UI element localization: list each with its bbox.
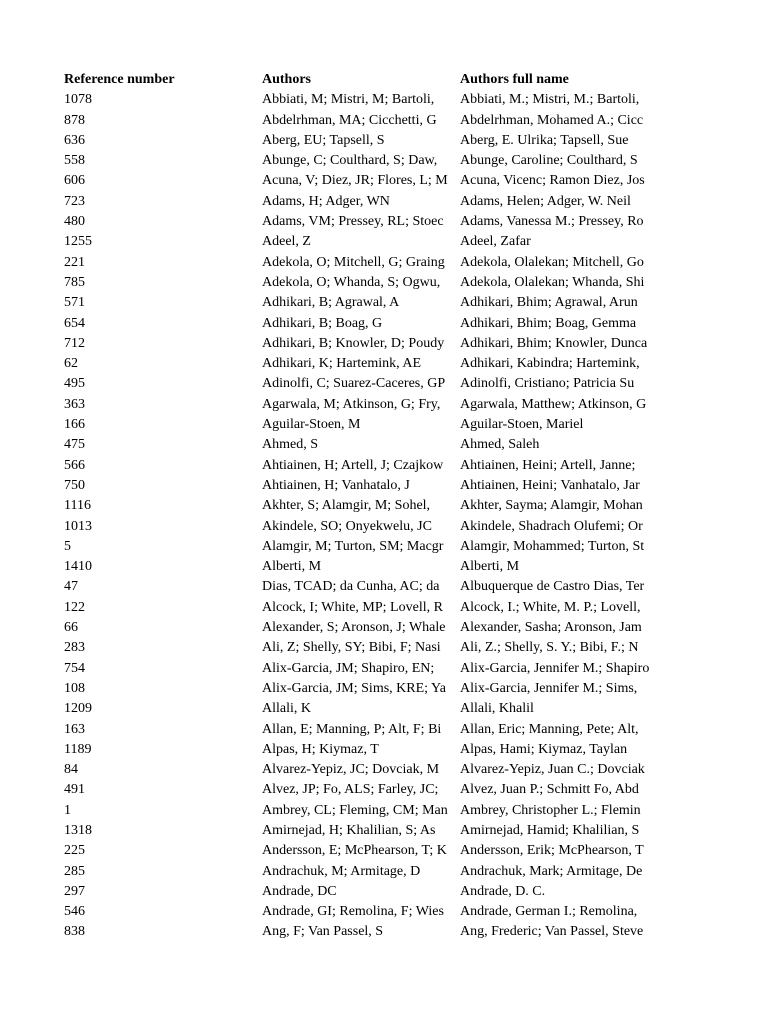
table-row xyxy=(64,902,658,922)
cell-authors-full-name: Alix-Garcia, Jennifer M.; Shapiro xyxy=(460,660,650,676)
cell-authors: Adhikari, K; Hartemink, AE xyxy=(262,356,422,372)
cell-reference-number: 785 xyxy=(64,274,85,290)
cell-authors: Akindele, SO; Onyekwelu, JC xyxy=(262,518,432,534)
cell-reference-number: 878 xyxy=(64,112,85,128)
table-row xyxy=(64,232,658,252)
cell-authors-full-name: Alvez, Juan P.; Schmitt Fo, Abd xyxy=(460,782,639,798)
table-row xyxy=(64,456,658,476)
cell-authors-full-name: Abdelrhman, Mohamed A.; Cicc xyxy=(460,112,644,128)
table-row xyxy=(64,638,658,658)
cell-reference-number: 166 xyxy=(64,417,85,433)
cell-authors-full-name: Ahmed, Saleh xyxy=(460,437,540,453)
table-row xyxy=(64,760,658,780)
cell-reference-number: 122 xyxy=(64,599,85,615)
cell-authors-full-name: Adeel, Zafar xyxy=(460,234,531,250)
cell-reference-number: 1078 xyxy=(64,92,92,108)
cell-reference-number: 723 xyxy=(64,193,85,209)
table-row xyxy=(64,192,658,212)
header-authors: Authors xyxy=(262,72,312,87)
cell-reference-number: 1318 xyxy=(64,822,92,838)
cell-authors-full-name: Ali, Z.; Shelly, S. Y.; Bibi, F.; N xyxy=(460,640,639,656)
cell-authors: Adams, H; Adger, WN xyxy=(262,193,390,209)
table-row xyxy=(64,354,658,374)
table-row xyxy=(64,679,658,699)
table-row xyxy=(64,293,658,313)
table-row xyxy=(64,577,658,597)
table-body xyxy=(64,90,658,942)
table-row xyxy=(64,801,658,821)
cell-reference-number: 225 xyxy=(64,843,85,859)
cell-authors-full-name: Ahtiainen, Heini; Artell, Janne; xyxy=(460,457,636,473)
cell-authors-full-name: Akindele, Shadrach Olufemi; Or xyxy=(460,518,643,534)
cell-authors-full-name: Abunge, Caroline; Coulthard, S xyxy=(460,153,638,169)
cell-authors-full-name: Acuna, Vicenc; Ramon Diez, Jos xyxy=(460,173,645,189)
cell-authors: Adhikari, B; Boag, G xyxy=(262,315,383,331)
cell-authors-full-name: Adhikari, Bhim; Agrawal, Arun xyxy=(460,295,638,311)
cell-authors: Alix-Garcia, JM; Shapiro, EN; xyxy=(262,660,435,676)
cell-reference-number: 1013 xyxy=(64,518,92,534)
header-row xyxy=(64,70,658,90)
cell-authors-full-name: Andrade, D. C. xyxy=(460,883,546,899)
cell-authors-full-name: Adams, Vanessa M.; Pressey, Ro xyxy=(460,214,644,230)
cell-reference-number: 571 xyxy=(64,295,85,311)
cell-authors: Aguilar-Stoen, M xyxy=(262,417,361,433)
cell-authors: Andersson, E; McPhearson, T; K xyxy=(262,843,447,859)
cell-reference-number: 480 xyxy=(64,214,85,230)
cell-reference-number: 636 xyxy=(64,132,85,148)
cell-reference-number: 1116 xyxy=(64,498,91,514)
cell-reference-number: 546 xyxy=(64,904,85,920)
cell-authors-full-name: Alexander, Sasha; Aronson, Jam xyxy=(460,620,642,636)
cell-authors-full-name: Alamgir, Mohammed; Turton, St xyxy=(460,538,645,554)
cell-authors: Akhter, S; Alamgir, M; Sohel, xyxy=(262,498,431,514)
header-reference-number: Reference number xyxy=(64,72,175,87)
cell-reference-number: 84 xyxy=(64,762,78,778)
cell-authors-full-name: Adekola, Olalekan; Whanda, Shi xyxy=(460,274,645,290)
cell-authors-full-name: Abbiati, M.; Mistri, M.; Bartoli, xyxy=(460,92,640,108)
cell-reference-number: 1209 xyxy=(64,701,92,717)
table-row xyxy=(64,517,658,537)
cell-authors: Alix-Garcia, JM; Sims, KRE; Ya xyxy=(262,680,446,696)
cell-authors: Abunge, C; Coulthard, S; Daw, xyxy=(262,153,438,169)
header-authors-full-name: Authors full name xyxy=(460,72,569,87)
table-row xyxy=(64,821,658,841)
table-row xyxy=(64,659,658,679)
cell-authors-full-name: Andrade, German I.; Remolina, xyxy=(460,904,638,920)
cell-authors: Ahmed, S xyxy=(262,437,318,453)
cell-reference-number: 712 xyxy=(64,335,85,351)
cell-authors: Ang, F; Van Passel, S xyxy=(262,924,384,940)
table-row xyxy=(64,882,658,902)
cell-reference-number: 654 xyxy=(64,315,85,331)
cell-authors: Ambrey, CL; Fleming, CM; Man xyxy=(262,802,448,818)
cell-authors-full-name: Agarwala, Matthew; Atkinson, G xyxy=(460,396,647,412)
table-row xyxy=(64,253,658,273)
cell-reference-number: 5 xyxy=(64,538,71,554)
cell-authors: Agarwala, M; Atkinson, G; Fry, xyxy=(262,396,441,412)
cell-authors: Alpas, H; Kiymaz, T xyxy=(262,741,379,757)
cell-authors-full-name: Adhikari, Bhim; Boag, Gemma xyxy=(460,315,637,331)
table-row xyxy=(64,740,658,760)
cell-reference-number: 363 xyxy=(64,396,85,412)
cell-reference-number: 62 xyxy=(64,356,78,372)
table-row xyxy=(64,151,658,171)
table-row xyxy=(64,862,658,882)
table-row xyxy=(64,131,658,151)
cell-authors: Adams, VM; Pressey, RL; Stoec xyxy=(262,214,444,230)
cell-authors: Andrade, DC xyxy=(262,883,337,899)
table-row xyxy=(64,496,658,516)
cell-authors: Adhikari, B; Knowler, D; Poudy xyxy=(262,335,445,351)
cell-authors-full-name: Ahtiainen, Heini; Vanhatalo, Jar xyxy=(460,477,640,493)
cell-authors-full-name: Akhter, Sayma; Alamgir, Mohan xyxy=(460,498,643,514)
cell-authors: Adekola, O; Whanda, S; Ogwu, xyxy=(262,274,441,290)
cell-authors-full-name: Alpas, Hami; Kiymaz, Taylan xyxy=(460,741,628,757)
cell-authors: Dias, TCAD; da Cunha, AC; da xyxy=(262,579,440,595)
cell-reference-number: 754 xyxy=(64,660,85,676)
table-row xyxy=(64,374,658,394)
cell-authors-full-name: Andrachuk, Mark; Armitage, De xyxy=(460,863,643,879)
cell-authors: Ahtiainen, H; Vanhatalo, J xyxy=(262,477,410,493)
cell-authors: Allali, K xyxy=(262,701,311,717)
cell-authors: Alvarez-Yepiz, JC; Dovciak, M xyxy=(262,762,440,778)
cell-authors: Alvez, JP; Fo, ALS; Farley, JC; xyxy=(262,782,439,798)
table-row xyxy=(64,699,658,719)
table-row xyxy=(64,598,658,618)
cell-reference-number: 566 xyxy=(64,457,85,473)
cell-reference-number: 1255 xyxy=(64,234,92,250)
cell-authors-full-name: Adhikari, Kabindra; Hartemink, xyxy=(460,356,640,372)
cell-reference-number: 475 xyxy=(64,437,85,453)
table-row xyxy=(64,557,658,577)
cell-authors: Abbiati, M; Mistri, M; Bartoli, xyxy=(262,92,435,108)
cell-authors: Allan, E; Manning, P; Alt, F; Bi xyxy=(262,721,442,737)
cell-authors: Ahtiainen, H; Artell, J; Czajkow xyxy=(262,457,444,473)
cell-authors: Acuna, V; Diez, JR; Flores, L; M xyxy=(262,173,448,189)
cell-reference-number: 838 xyxy=(64,924,85,940)
cell-authors-full-name: Allan, Eric; Manning, Pete; Alt, xyxy=(460,721,639,737)
table-row xyxy=(64,780,658,800)
table-row xyxy=(64,841,658,861)
cell-authors: Ali, Z; Shelly, SY; Bibi, F; Nasi xyxy=(262,640,441,656)
cell-authors: Andrade, GI; Remolina, F; Wies xyxy=(262,904,444,920)
cell-authors-full-name: Ambrey, Christopher L.; Flemin xyxy=(460,802,641,818)
cell-reference-number: 163 xyxy=(64,721,85,737)
cell-reference-number: 495 xyxy=(64,376,85,392)
cell-authors-full-name: Allali, Khalil xyxy=(460,701,534,717)
cell-authors-full-name: Ang, Frederic; Van Passel, Steve xyxy=(460,924,644,940)
cell-authors: Adekola, O; Mitchell, G; Graing xyxy=(262,254,445,270)
table-row xyxy=(64,922,658,942)
cell-reference-number: 221 xyxy=(64,254,85,270)
cell-authors: Aberg, EU; Tapsell, S xyxy=(262,132,385,148)
cell-authors: Alexander, S; Aronson, J; Whale xyxy=(262,620,446,636)
cell-reference-number: 1410 xyxy=(64,559,92,575)
cell-authors: Amirnejad, H; Khalilian, S; As xyxy=(262,822,436,838)
cell-authors: Abdelrhman, MA; Cicchetti, G xyxy=(262,112,437,128)
cell-reference-number: 606 xyxy=(64,173,85,189)
cell-authors-full-name: Alcock, I.; White, M. P.; Lovell, xyxy=(460,599,641,615)
table-row xyxy=(64,273,658,293)
table-row xyxy=(64,111,658,131)
cell-authors-full-name: Amirnejad, Hamid; Khalilian, S xyxy=(460,822,640,838)
cell-authors-full-name: Adhikari, Bhim; Knowler, Dunca xyxy=(460,335,648,351)
table-row xyxy=(64,171,658,191)
table-row xyxy=(64,90,658,110)
table-row xyxy=(64,537,658,557)
cell-reference-number: 1189 xyxy=(64,741,92,757)
table-row xyxy=(64,314,658,334)
cell-reference-number: 285 xyxy=(64,863,85,879)
cell-authors-full-name: Aberg, E. Ulrika; Tapsell, Sue xyxy=(460,132,629,148)
cell-authors-full-name: Alberti, M xyxy=(460,559,520,575)
cell-authors-full-name: Adekola, Olalekan; Mitchell, Go xyxy=(460,254,644,270)
cell-authors: Alcock, I; White, MP; Lovell, R xyxy=(262,599,443,615)
table-row xyxy=(64,212,658,232)
cell-authors-full-name: Alvarez-Yepiz, Juan C.; Dovciak xyxy=(460,762,645,778)
table-row xyxy=(64,720,658,740)
table-row xyxy=(64,476,658,496)
cell-reference-number: 66 xyxy=(64,620,78,636)
cell-reference-number: 491 xyxy=(64,782,85,798)
cell-authors: Adinolfi, C; Suarez-Caceres, GP xyxy=(262,376,446,392)
cell-authors: Alberti, M xyxy=(262,559,322,575)
cell-reference-number: 108 xyxy=(64,680,85,696)
cell-authors-full-name: Alix-Garcia, Jennifer M.; Sims, xyxy=(460,680,638,696)
cell-reference-number: 297 xyxy=(64,883,85,899)
cell-authors: Alamgir, M; Turton, SM; Macgr xyxy=(262,538,444,554)
table-row xyxy=(64,618,658,638)
cell-reference-number: 750 xyxy=(64,477,85,493)
table-row xyxy=(64,334,658,354)
cell-authors: Adeel, Z xyxy=(262,234,311,250)
spreadsheet-table xyxy=(64,70,658,943)
cell-reference-number: 47 xyxy=(64,579,78,595)
table-row xyxy=(64,435,658,455)
table-row xyxy=(64,395,658,415)
cell-authors-full-name: Aguilar-Stoen, Mariel xyxy=(460,417,584,433)
cell-reference-number: 283 xyxy=(64,640,85,656)
cell-authors: Andrachuk, M; Armitage, D xyxy=(262,863,421,879)
cell-authors-full-name: Andersson, Erik; McPhearson, T xyxy=(460,843,644,859)
table-row xyxy=(64,415,658,435)
cell-reference-number: 1 xyxy=(64,802,71,818)
cell-authors: Adhikari, B; Agrawal, A xyxy=(262,295,400,311)
cell-authors-full-name: Albuquerque de Castro Dias, Ter xyxy=(460,579,645,595)
cell-authors-full-name: Adams, Helen; Adger, W. Neil xyxy=(460,193,631,209)
cell-reference-number: 558 xyxy=(64,153,85,169)
cell-authors-full-name: Adinolfi, Cristiano; Patricia Su xyxy=(460,376,635,392)
